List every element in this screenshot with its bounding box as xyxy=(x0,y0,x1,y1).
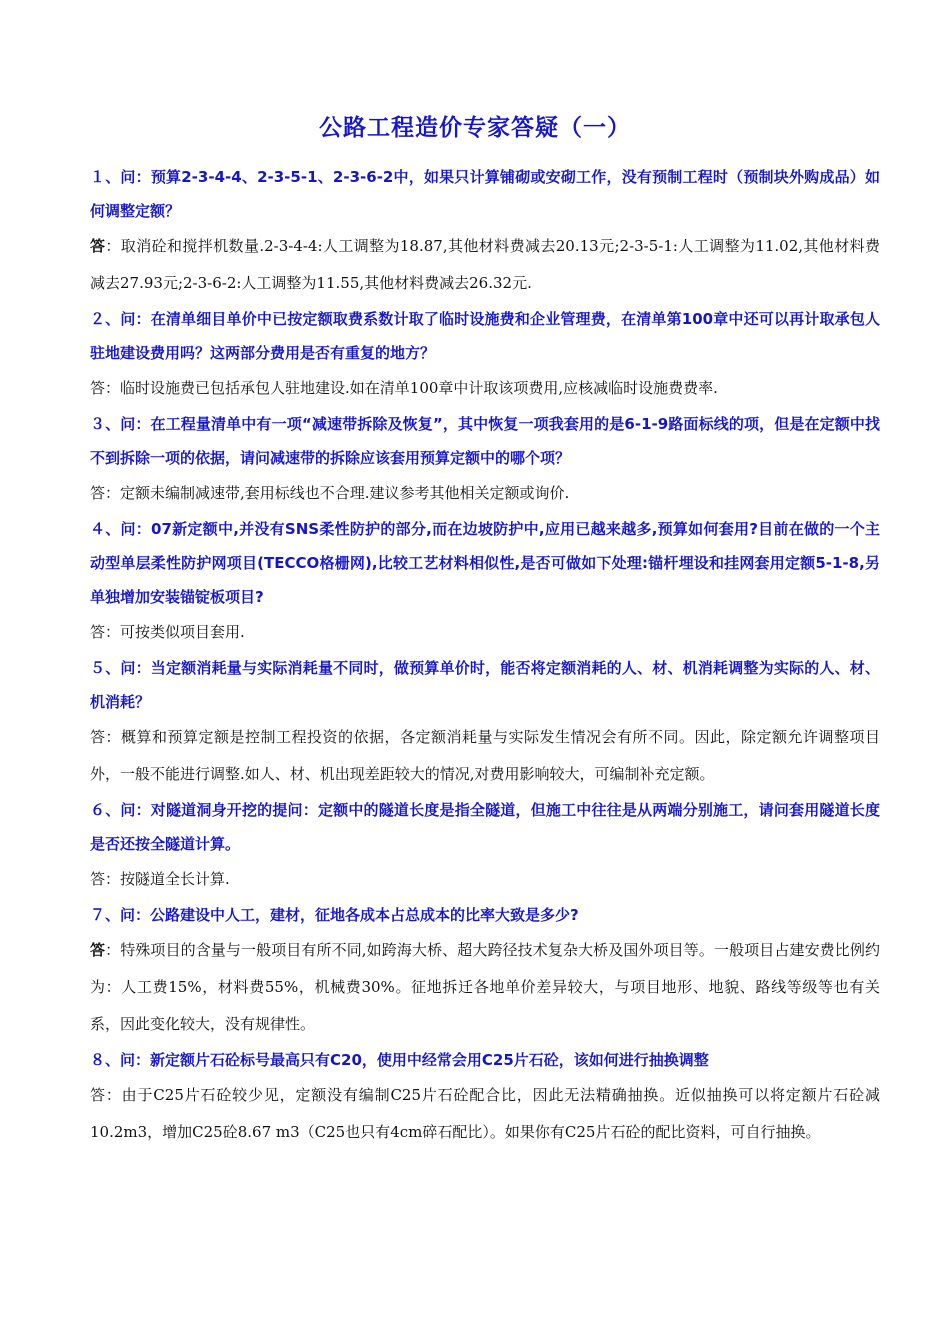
qa-item xyxy=(90,651,880,793)
answer-text xyxy=(90,861,880,898)
answer-label: 答 xyxy=(90,941,106,959)
qa-item xyxy=(90,160,880,302)
answer-label: 答 xyxy=(90,1086,106,1104)
answer-label: 答 xyxy=(90,379,106,397)
question-text: ５、问：当定额消耗量与实际消耗量不同时，做预算单价时，能否将定额消耗的人、材、机消耗调整为实际的人、材、机消耗？ xyxy=(90,659,880,711)
question-text: ８、问：新定额片石砼标号最高只有C20，使用中经常会用C25片石砼，该如何进行抽换调整 xyxy=(90,1051,709,1069)
qa-item xyxy=(90,898,880,1043)
question-text: ７、问：公路建设中人工，建材，征地各成本占总成本的比率大致是多少? xyxy=(90,906,579,924)
answer-body: ：取消砼和搅拌机数量.2-3-4-4:人工调整为18.87,其他材料费减去20.13元;2-3-5-1:人工调整为11.02,其他材料费减去27.93元;2-3-6-2:人工调整为11.55,其他材料费减去26.32元. xyxy=(90,237,880,292)
answer-label: 答 xyxy=(90,237,106,255)
answer-text xyxy=(90,932,880,1043)
answer-text xyxy=(90,614,880,651)
question-text: ３、问：在工程量清单中有一项“减速带拆除及恢复”，其中恢复一项我套用的是6-1-9路面标线的项，但是在定额中找不到拆除一项的依据，请问减速带的拆除应该套用预算定额中的哪个项？ xyxy=(90,415,880,467)
question-text: ４、问：07新定额中,并没有SNS柔性防护的部分,而在边坡防护中,应用已越来越多,预算如何套用?目前在做的一个主动型单层柔性防护网项目(TECCO格栅网),比较工艺材料相似性,是否可做如下处理:锚杆埋设和挂网套用定额5-1-8,另单独增加安装锚锭板项目? xyxy=(90,520,880,606)
answer-body: ：定额未编制减速带,套用标线也不合理.建议参考其他相关定额或询价. xyxy=(105,484,570,502)
answer-body: ：按隧道全长计算. xyxy=(105,870,230,888)
qa-item xyxy=(90,407,880,512)
answer-label: 答 xyxy=(90,728,106,746)
answer-text xyxy=(90,228,880,302)
qa-list xyxy=(90,160,880,1151)
answer-label: 答 xyxy=(90,870,106,888)
answer-body: ：由于C25片石砼较少见，定额没有编制C25片石砼配合比，因此无法精确抽换。近似抽换可以将定额片石砼减10.2m3，增加C25砼8.67 m3（C25也只有4cm碎石配比）。如果你有C25片石砼的配比资料，可自行抽换。 xyxy=(90,1086,880,1141)
answer-text xyxy=(90,475,880,512)
qa-item xyxy=(90,512,880,651)
answer-body: ：临时设施费已包括承包人驻地建设.如在清单100章中计取该项费用,应核减临时设施费费率. xyxy=(105,379,718,397)
answer-label: 答 xyxy=(90,623,106,641)
qa-item xyxy=(90,1043,880,1151)
answer-body: ：特殊项目的含量与一般项目有所不同,如跨海大桥、超大跨径技术复杂大桥及国外项目等。一般项目占建安费比例约为：人工费15%，材料费55%，机械费30%。征地拆迁各地单价差异较大，与项目地形、地貌、路线等级等也有关系，因此变化较大，没有规律性。 xyxy=(90,941,880,1033)
answer-body: ：可按类似项目套用. xyxy=(105,623,245,641)
answer-text xyxy=(90,370,880,407)
qa-item xyxy=(90,793,880,898)
answer-text xyxy=(90,719,880,793)
answer-label: 答 xyxy=(90,484,106,502)
answer-text xyxy=(90,1077,880,1151)
qa-item xyxy=(90,302,880,407)
answer-body: ：概算和预算定额是控制工程投资的依据，各定额消耗量与实际发生情况会有所不同。因此，除定额允许调整项目外，一般不能进行调整.如人、材、机出现差距较大的情况,对费用影响较大，可编制补充定额。 xyxy=(90,728,880,783)
question-text: ２、问：在清单细目单价中已按定额取费系数计取了临时设施费和企业管理费，在清单第100章中还可以再计取承包人驻地建设费用吗？这两部分费用是否有重复的地方？ xyxy=(90,310,880,362)
question-text: ６、问：对隧道洞身开挖的提问：定额中的隧道长度是指全隧道，但施工中往往是从两端分别施工，请问套用隧道长度是否还按全隧道计算。 xyxy=(90,801,880,853)
page-title: 公路工程造价专家答疑（一） xyxy=(319,115,631,141)
question-text: １、问：预算2-3-4-4、2-3-5-1、2-3-6-2中，如果只计算铺砌或安砌工作，没有预制工程时（预制块外购成品）如何调整定额？ xyxy=(90,168,880,220)
